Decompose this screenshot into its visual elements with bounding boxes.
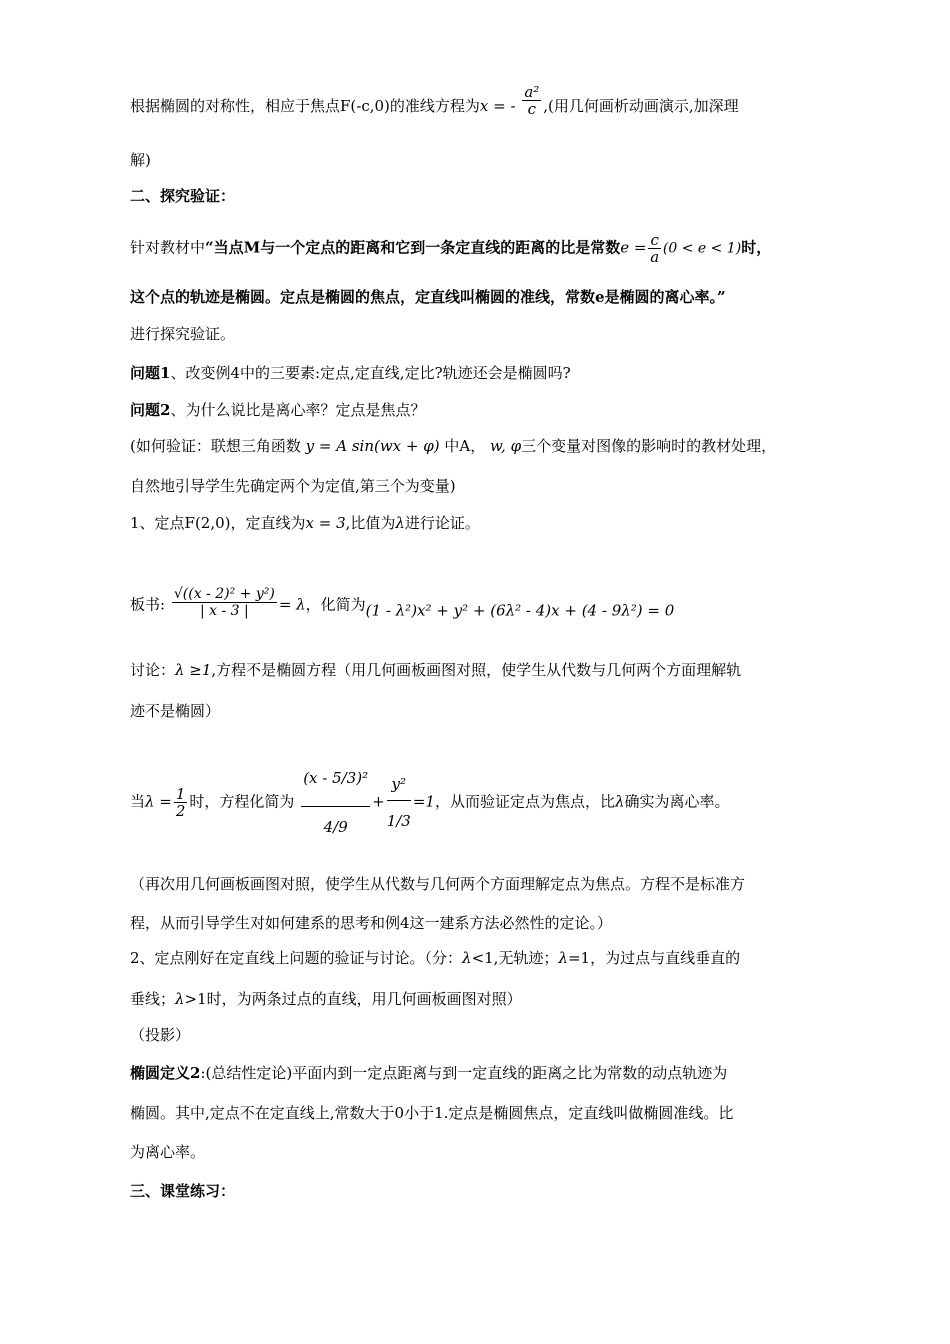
text: (如何验证：联想三角函数 (130, 437, 301, 455)
denominator: 1/3 (386, 812, 411, 830)
bold-text: “当点M与一个定点的距离和它到一条定直线的距离的比是常数 (205, 238, 621, 257)
again-line-2: 程，从而引导学生对如何建系的思考和例4这一建系方法必然性的定论。） (130, 914, 613, 932)
text: 垂线； (130, 990, 176, 1008)
question-1 (130, 363, 571, 383)
text: ，化简为 (305, 595, 366, 614)
bold-text: 时， (741, 238, 772, 257)
question-label: 问题2 (130, 401, 171, 419)
fraction-distance-ratio (172, 586, 277, 619)
fraction-a2-c (522, 84, 541, 117)
discuss-line-1 (130, 660, 741, 680)
item-2-line-1 (130, 948, 740, 968)
math-result: (1 - λ²)x² + y² + (6λ² - 4)x + (4 - 9λ²) = 0 (365, 601, 675, 620)
definition-2-line-2: 椭圆。其中,定点不在定直线上,常数大于0小于1.定点是椭圆焦点，定直线叫做椭圆准线。比 (130, 1104, 734, 1122)
math-cond: λ ≥1 (175, 661, 212, 679)
denominator: c (527, 99, 536, 118)
text: ,(用几何画析动画演示,加深理 (543, 97, 739, 115)
text: 三个变量对图像的影响时的教材处理， (521, 437, 777, 455)
numerator: 1 (175, 785, 186, 803)
text: 根据椭圆的对称性，相应于焦点F(-c,0)的准线方程为 (130, 97, 480, 115)
projection-note: （投影） (130, 1026, 191, 1044)
paragraph-directrix (130, 82, 739, 118)
section-heading-3: 三、课堂练习： (130, 1182, 236, 1200)
text: ,方程不是椭圆方程（用几何画板画图对照，使学生从代数与几何两个方面理解轨 (211, 661, 742, 679)
math-lambda: λ (395, 514, 405, 532)
denominator: 2 (175, 802, 186, 820)
text: 进行论证。 (404, 514, 480, 532)
question-label: 问题1 (130, 364, 171, 382)
math-lambda: λ (558, 949, 568, 967)
text: >1时，为两条过点的直线，用几何画板画图对照） (184, 990, 522, 1008)
text: 时，方程化简为 (189, 792, 295, 811)
math-lambda: λ (462, 949, 472, 967)
again-line-1: （再次用几何画板画图对照，使学生从代数与几何两个方面理解定点为焦点。方程不是标准方 (130, 875, 746, 893)
hint-line-2: 自然地引导学生先确定两个为定值,第三个为变量) (130, 477, 456, 495)
numerator: √((x - 2)² + y²) (173, 586, 275, 602)
math-x3: x = 3 (305, 514, 346, 532)
math-x: x = - (479, 97, 521, 115)
item-1 (130, 513, 480, 533)
text: 当 (130, 792, 146, 811)
math-lambda: λ (614, 792, 625, 811)
math-range: (0 < e < 1) (662, 240, 742, 257)
fraction-term-1 (301, 770, 370, 835)
denominator: | x - 3 | (199, 603, 249, 619)
definition-2-line-1 (130, 1063, 727, 1083)
definition-label: 椭圆定义2 (130, 1064, 201, 1082)
text: 讨论： (130, 661, 176, 679)
denominator: 4/9 (323, 818, 348, 836)
text: 1、定点F(2,0)，定直线为 (130, 514, 306, 532)
fraction-half (174, 786, 188, 819)
math-eq: =1 (412, 792, 435, 811)
quote-line-3: 进行探究验证。 (130, 325, 236, 343)
item-2-line-2 (130, 989, 522, 1009)
math-e: e = (620, 238, 647, 257)
math-vars: w, φ (490, 437, 522, 455)
text: =1，为过点与直线垂直的 (567, 949, 741, 967)
hint-line-1 (130, 436, 776, 456)
paragraph-directrix-cont: 解) (130, 151, 151, 169)
definition-2-line-3: 为离心率。 (130, 1143, 206, 1161)
math-function: y = A sin(wx + φ) (305, 437, 440, 455)
text: 针对教材中 (130, 238, 206, 257)
text: 确实为离心率。 (624, 792, 730, 811)
question-2 (130, 400, 425, 420)
text: 中A， (444, 437, 486, 455)
text: <1,无轨迹； (471, 949, 559, 967)
numerator: (x - 5/3)² (301, 770, 370, 807)
fraction-term-2 (387, 776, 411, 829)
denominator: a (650, 248, 660, 266)
text: :(总结性定论)平面内到一定点距离与到一定直线的距离之比为常数的动点轨迹为 (200, 1064, 728, 1082)
section-heading-2: 二、探究验证： (130, 187, 236, 205)
quote-line-2: 这个点的轨迹是椭圆。定点是椭圆的焦点，定直线叫椭圆的准线，常数e是椭圆的离心率。” (130, 288, 726, 306)
numerator: c (650, 231, 659, 249)
text: 、改变例4中的三要素:定点,定直线,定比?轨迹还会是椭圆吗? (170, 364, 571, 382)
text: 2、定点刚好在定直线上问题的验证与讨论。（分： (130, 949, 463, 967)
quote-line-1 (130, 232, 771, 265)
numerator: y² (387, 776, 411, 801)
text: ,比值为 (345, 514, 396, 532)
fraction-c-a (648, 232, 660, 265)
when-half (130, 770, 730, 835)
board-equation (130, 586, 675, 621)
label: 板书: (130, 595, 166, 614)
numerator: a² (524, 82, 540, 101)
math-lambda: λ (175, 990, 185, 1008)
math-lambda: λ = (145, 792, 172, 811)
discuss-line-2: 迹不是椭圆） (130, 702, 221, 720)
text: 、为什么说比是离心率？定点是焦点？ (170, 401, 426, 419)
math-plus: + (372, 792, 385, 811)
math-eq: = λ (278, 595, 306, 614)
text: ，从而验证定点为焦点，比 (434, 792, 615, 811)
